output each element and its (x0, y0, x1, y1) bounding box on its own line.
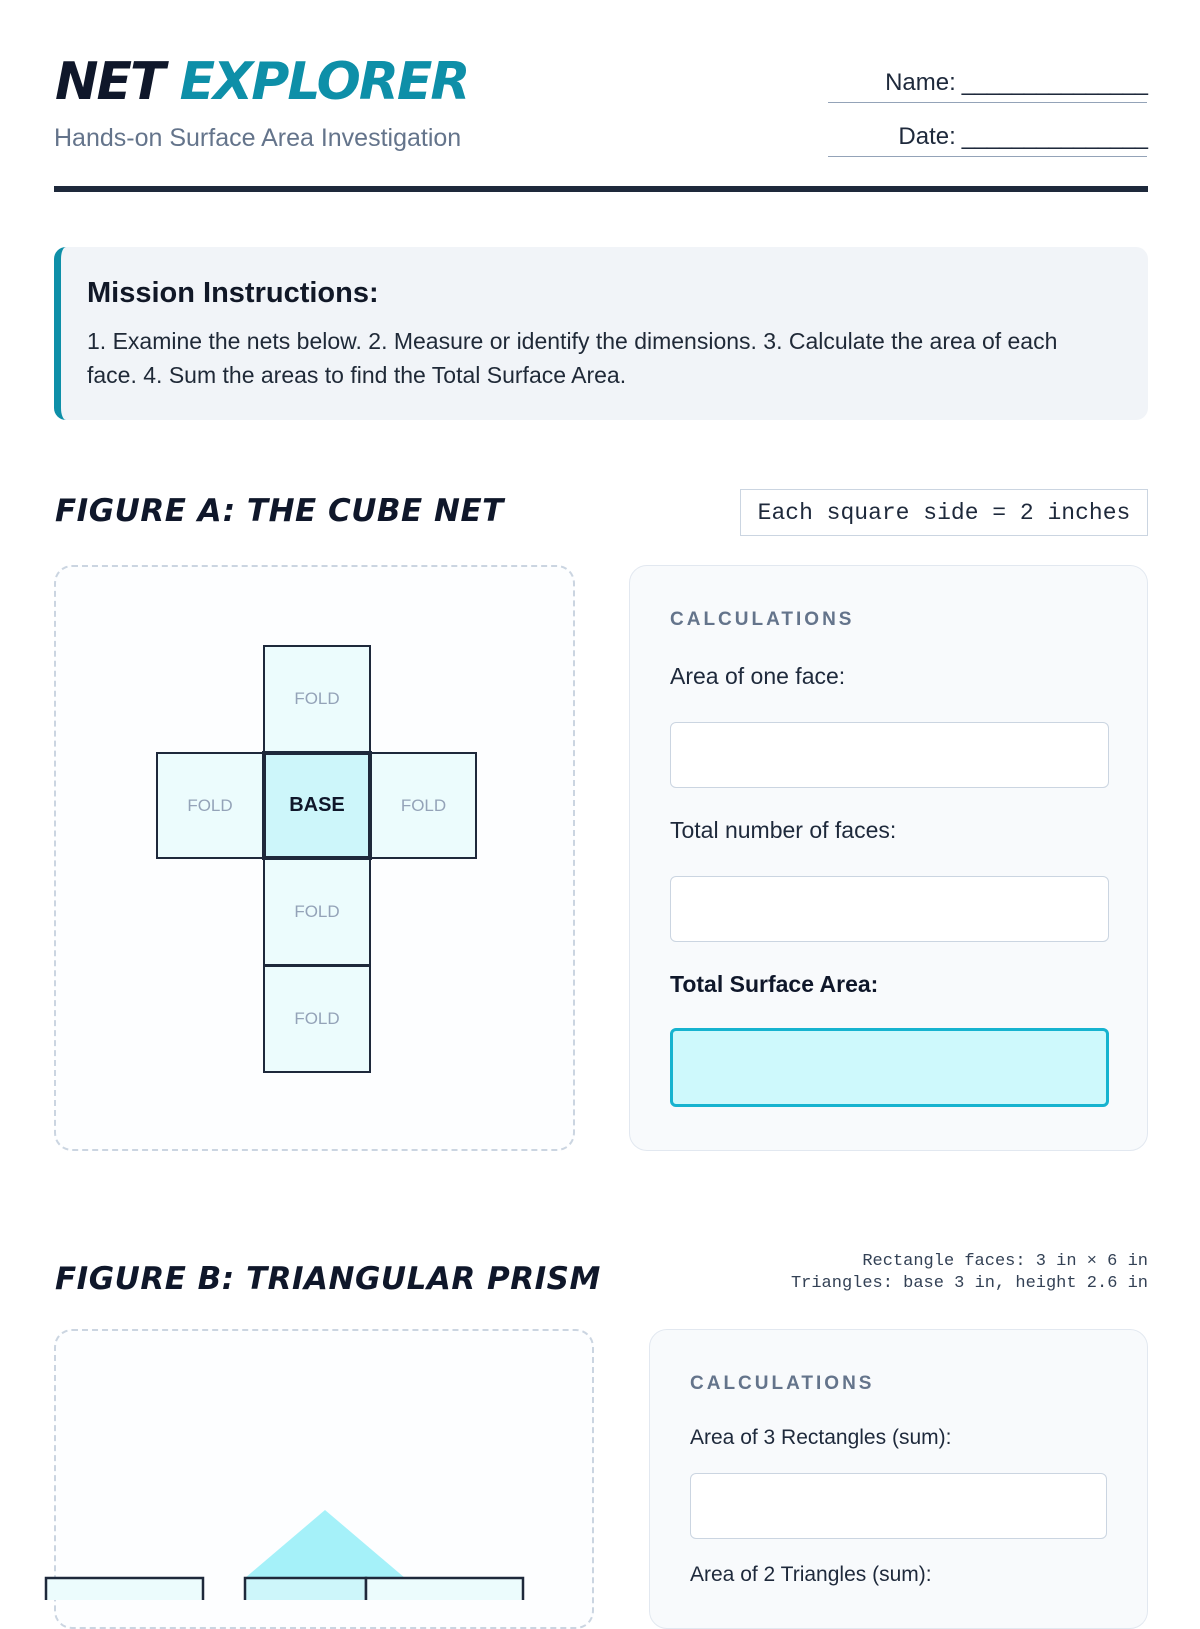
face-area-label: Area of one face: (670, 663, 846, 689)
rectangles-area-input[interactable] (690, 1473, 1107, 1539)
total-area-label: Total Surface Area: (670, 971, 879, 997)
triangles-area-label: Area of 2 Triangles (sum): (690, 1563, 932, 1586)
name-blank[interactable]: _______________ (961, 69, 1147, 96)
prism-rectangle-right (366, 1578, 523, 1600)
face-area-input[interactable] (670, 722, 1109, 788)
prism-rectangle-center (245, 1578, 366, 1600)
worksheet-subtitle: Hands-on Surface Area Investigation (54, 124, 462, 152)
figure-b-calculations (649, 1329, 1148, 1629)
cube-face-below: FOLD (263, 858, 371, 966)
figure-a-dimension: Each square side = 2 inches (740, 489, 1148, 536)
figure-b-dimension-line1: Rectangle faces: 3 in × 6 in (862, 1252, 1148, 1271)
cube-face-bottom: FOLD (263, 965, 371, 1073)
cube-face-right: FOLD (370, 752, 477, 859)
figure-b-title: FIGURE B: TRIANGULAR PRISM (55, 1261, 601, 1297)
cube-net-area (54, 565, 575, 1151)
cube-face-base: BASE (262, 751, 372, 860)
cube-face-top: FOLD (263, 645, 371, 753)
header-divider (54, 186, 1148, 192)
title-word-explorer: EXPLORER (179, 52, 469, 112)
prism-net (0, 1420, 600, 1600)
figure-a-title: FIGURE A: THE CUBE NET (55, 493, 504, 529)
date-field[interactable] (828, 118, 1147, 157)
instructions-title: Mission Instructions: (87, 277, 379, 309)
date-label: Date: (898, 123, 956, 150)
face-count-input[interactable] (670, 876, 1109, 942)
figure-a-calculations (629, 565, 1148, 1151)
title-word-net: NET (55, 52, 164, 112)
face-count-label: Total number of faces: (670, 817, 897, 843)
calculations-heading: CALCULATIONS (690, 1373, 875, 1394)
calculations-heading: CALCULATIONS (670, 609, 855, 630)
instructions-text: 1. Examine the nets below. 2. Measure or identify the dimensions. 3. Calculate the area of each face. 4. Sum the areas to find the Total Surface Area. (87, 328, 1058, 388)
worksheet-title (55, 52, 469, 112)
prism-rectangle-left (46, 1578, 203, 1600)
name-label: Name: (885, 69, 956, 96)
cube-face-left: FOLD (156, 752, 264, 859)
prism-triangle-face (245, 1510, 405, 1578)
mission-instructions (54, 247, 1148, 420)
rectangles-area-label: Area of 3 Rectangles (sum): (690, 1426, 952, 1449)
date-blank[interactable]: _______________ (961, 123, 1147, 150)
name-field[interactable] (828, 64, 1147, 103)
figure-b-dimension-line2: Triangles: base 3 in, height 2.6 in (790, 1274, 1148, 1293)
total-area-input[interactable] (670, 1028, 1109, 1107)
